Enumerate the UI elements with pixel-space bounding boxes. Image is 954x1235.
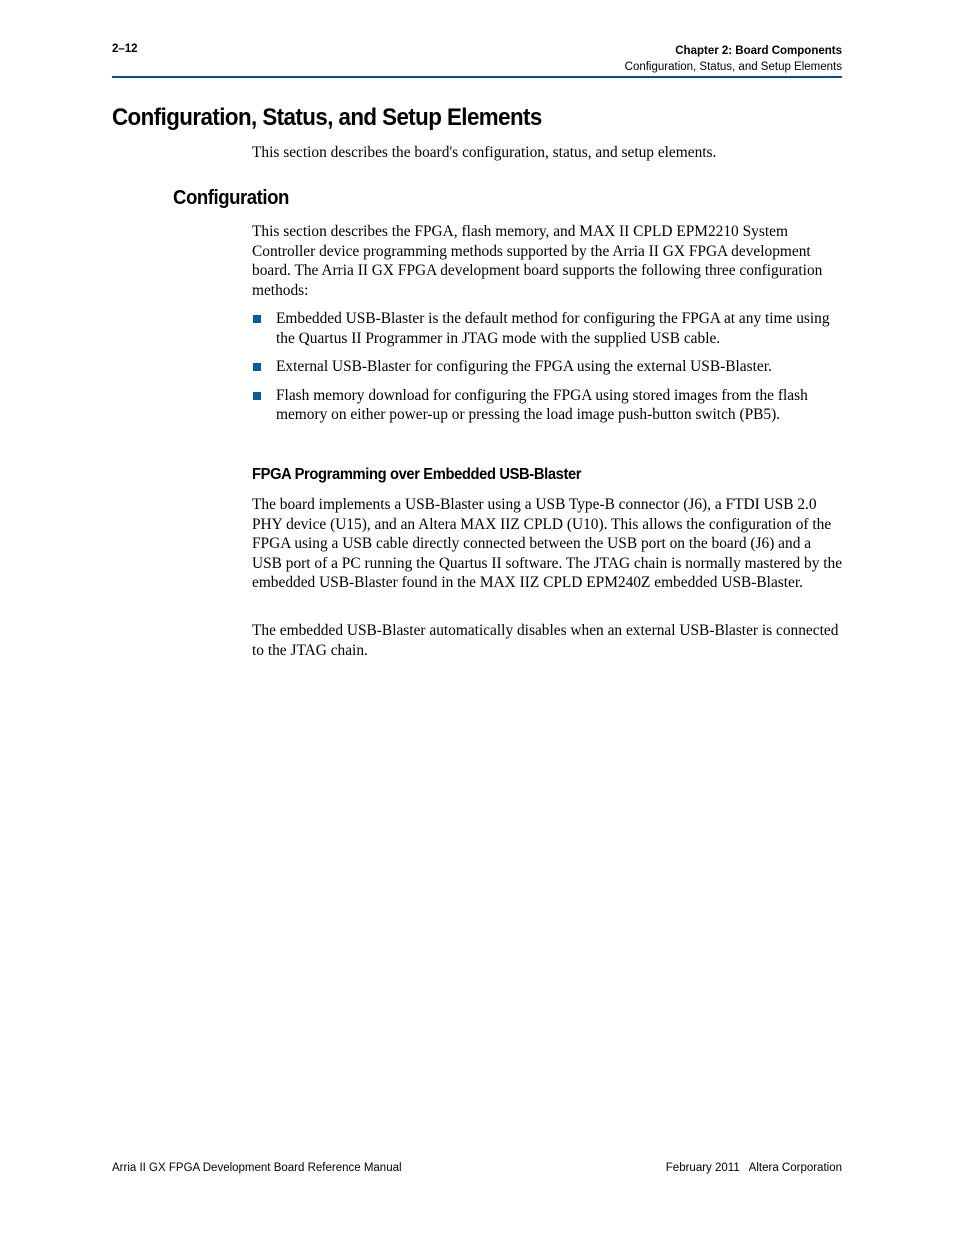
configuration-methods-list	[252, 309, 844, 434]
page-number: 2–12	[112, 43, 138, 55]
square-bullet-icon	[253, 315, 261, 323]
fpga-programming-paragraph-2: The embedded USB-Blaster automatically disables when an external USB-Blaster is connected to the JTAG chain.	[252, 622, 839, 659]
section-title: Configuration, Status, and Setup Elements	[624, 61, 842, 73]
running-header	[625, 43, 842, 75]
intro-paragraph: This section describes the board's configuration, status, and setup elements.	[252, 144, 717, 161]
page-title: Configuration, Status, and Setup Elements	[112, 104, 542, 131]
footer-manual-title: Arria II GX FPGA Development Board Reference Manual	[112, 1162, 402, 1174]
fpga-programming-paragraph-1: The board implements a USB-Blaster using a USB Type-B connector (J6), a FTDI USB 2.0 PHY device (U15), and an Altera MAX IIZ CPLD (U10). This allows the configuration of the FPGA using a USB cable directly connected between the USB port on the board (J6) and a USB port of a PC running the Quartus II software. The JTAG chain is normally mastered by the embedded USB-Blaster found in the MAX IIZ CPLD EPM240Z embedded USB-Blaster.	[252, 496, 843, 591]
list-item	[252, 357, 844, 377]
fpga-programming-heading: FPGA Programming over Embedded USB-Blaster	[252, 466, 582, 483]
list-item	[252, 309, 844, 348]
list-item-text: External USB-Blaster for configuring the FPGA using the external USB-Blaster.	[276, 358, 772, 375]
chapter-title: Chapter 2: Board Components	[675, 45, 842, 57]
header-rule	[112, 76, 842, 78]
list-item-text: Embedded USB-Blaster is the default method for configuring the FPGA at any time using the Quartus II Programmer in JTAG mode with the supplied USB cable.	[276, 310, 830, 347]
list-item-text: Flash memory download for configuring the FPGA using stored images from the flash memory on either power-up or pressing the load image push-button switch (PB5).	[276, 386, 808, 423]
square-bullet-icon	[253, 392, 261, 400]
footer-date-company: February 2011 Altera Corporation	[665, 1162, 842, 1174]
square-bullet-icon	[253, 363, 261, 371]
list-item	[252, 386, 844, 425]
configuration-paragraph: This section describes the FPGA, flash memory, and MAX II CPLD EPM2210 System Controller device programming methods supported by the Arria II GX FPGA development board. The Arria II GX FPGA development board supports the following three configuration methods:	[252, 223, 823, 299]
configuration-heading: Configuration	[173, 187, 289, 209]
